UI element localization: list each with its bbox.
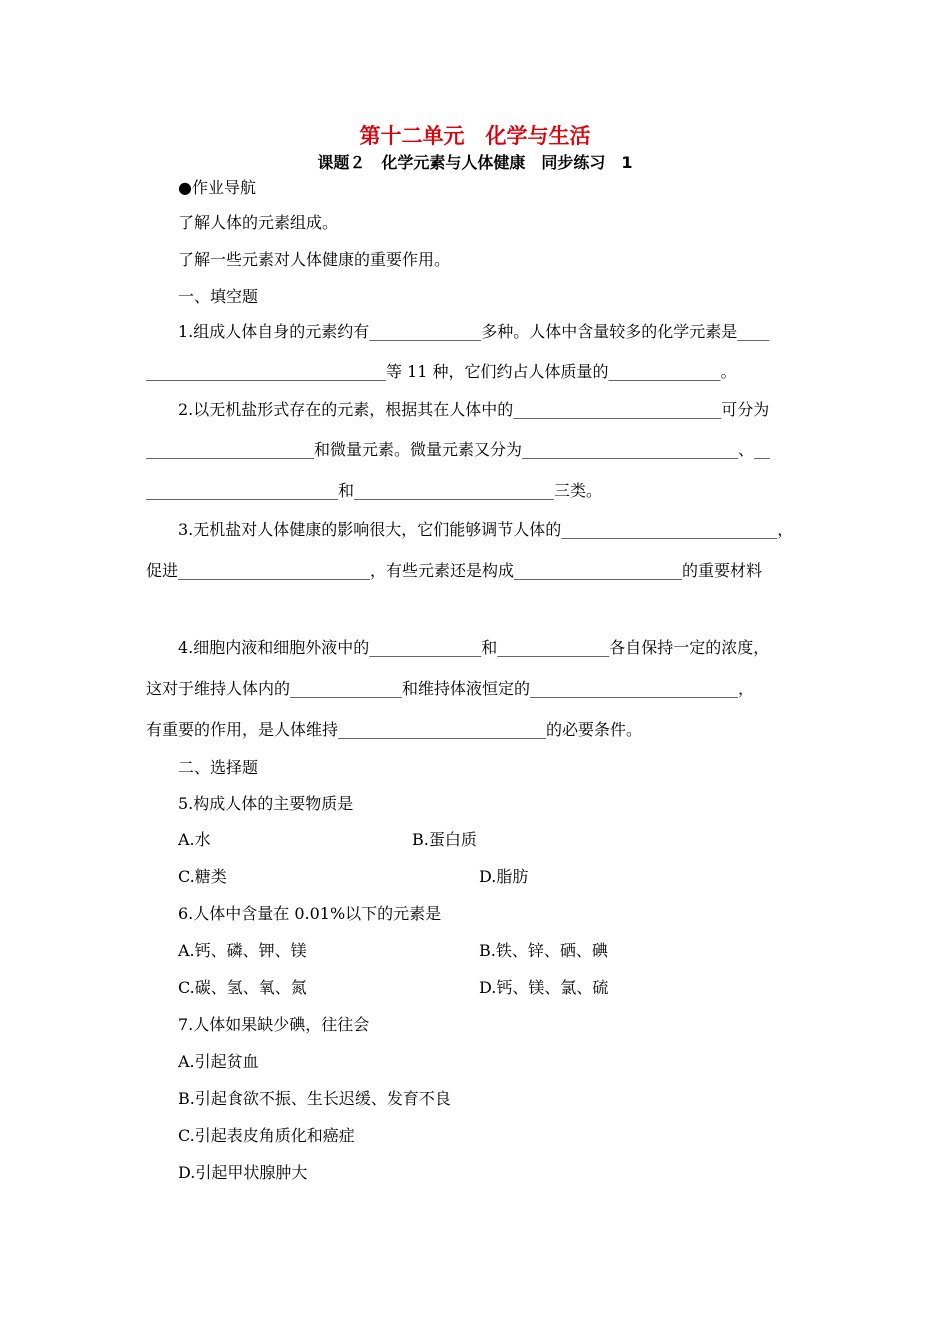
q5-option-b: B.蛋白质	[412, 830, 477, 849]
q7-option-b: B.引起食欲不振、生长迟缓、发育不良	[178, 1089, 451, 1108]
nav-line-1: 了解人体的元素组成。	[178, 213, 339, 232]
q5-option-d: D.脂肪	[479, 867, 529, 886]
q6-option-d: D.钙、镁、氯、硫	[479, 978, 609, 997]
nav-heading: ●作业导航	[178, 178, 256, 197]
q2-line-3: ________________________和_________________________三类。	[146, 481, 603, 500]
section-fill-in: 一、填空题	[178, 287, 259, 306]
nav-line-2: 了解一些元素对人体健康的重要作用。	[178, 250, 451, 269]
q6-option-b: B.铁、锌、硒、碘	[479, 941, 608, 960]
q3-line-2: 促进________________________，有些元素还是构成_____________________的重要材料	[146, 561, 763, 580]
q5-option-c: C.糖类	[178, 867, 227, 886]
q7-stem: 7.人体如果缺少碘，往往会	[178, 1015, 370, 1034]
q1-line-1: 1.组成人体自身的元素约有______________多种。人体中含量较多的化学元素是____	[178, 322, 770, 341]
q6-stem: 6.人体中含量在 0.01%以下的元素是	[178, 904, 442, 923]
q1-line-2: ______________________________等 11 种，它们约占人体质量的______________。	[146, 362, 737, 381]
section-choice: 二、选择题	[178, 758, 259, 777]
q7-option-c: C.引起表皮角质化和癌症	[178, 1126, 355, 1145]
q7-option-a: A.引起贫血	[178, 1052, 259, 1071]
q4-line-1: 4.细胞内液和细胞外液中的______________和______________各自保持一定的浓度，	[178, 638, 770, 657]
q5-option-a: A.水	[178, 830, 211, 849]
page-title: 第十二单元 化学与生活	[359, 124, 591, 148]
q6-option-c: C.碳、氢、氧、氮	[178, 978, 307, 997]
q6-option-a: A.钙、磷、钾、镁	[178, 941, 307, 960]
page-subtitle: 课题２ 化学元素与人体健康 同步练习 1	[317, 153, 633, 172]
q5-stem: 5.构成人体的主要物质是	[178, 794, 354, 813]
q4-line-3: 有重要的作用，是人体维持__________________________的必要条件。	[146, 720, 643, 739]
q2-line-2: _____________________和微量元素。微量元素又分为___________________________、__	[146, 440, 771, 459]
q3-line-1: 3.无机盐对人体健康的影响很大，它们能够调节人体的___________________________，	[178, 520, 794, 539]
q4-line-2: 这对于维持人体内的______________和维持体液恒定的__________________________，	[146, 679, 755, 698]
q7-option-d: D.引起甲状腺肿大	[178, 1163, 308, 1182]
q2-line-1: 2.以无机盐形式存在的元素，根据其在人体中的__________________________可分为	[178, 400, 770, 419]
